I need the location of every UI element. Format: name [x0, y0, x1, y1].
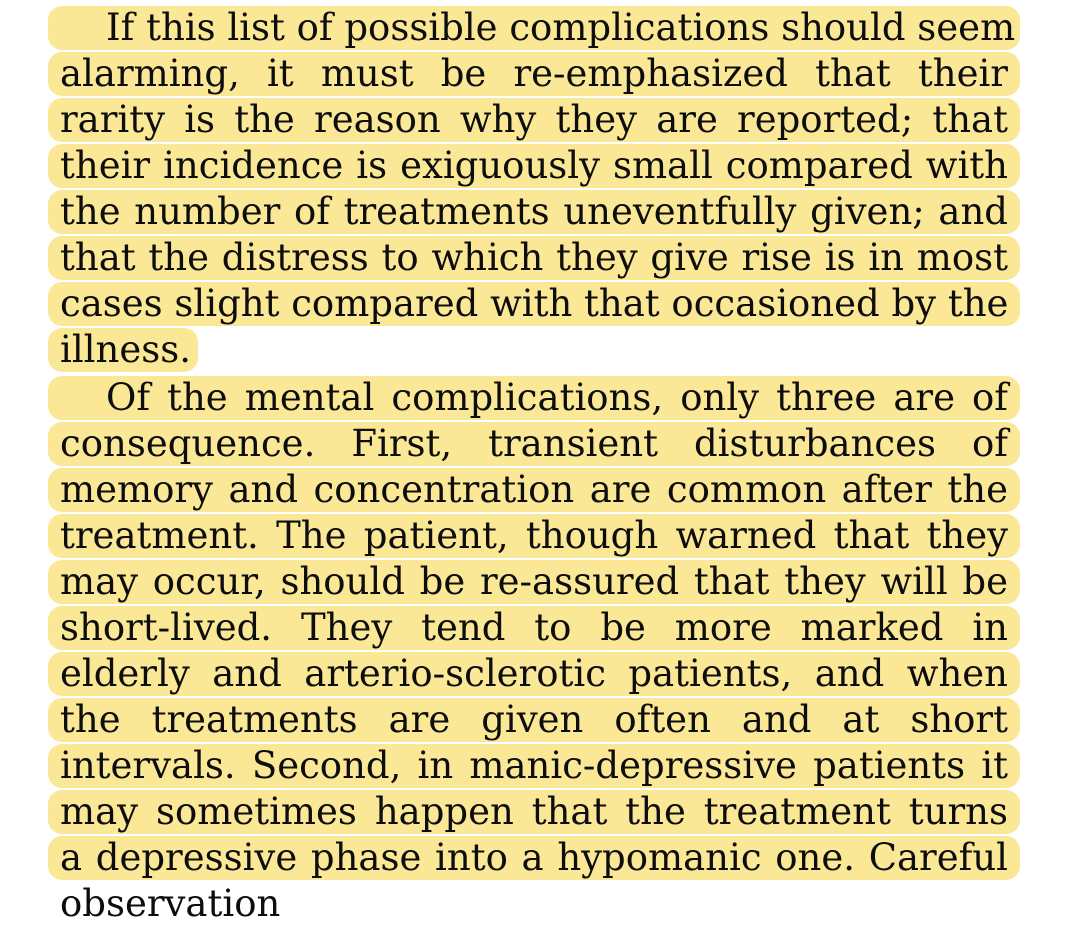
text-line: the number of treatments uneventfully given; and — [48, 190, 1020, 234]
text-line: treatment. The patient, though warned that they — [48, 514, 1020, 558]
text-line: may occur, should be re-assured that they will be — [48, 560, 1020, 604]
text-line: elderly and arterio-sclerotic patients, and when — [48, 652, 1020, 696]
text-line: alarming, it must be re-emphasized that their — [48, 52, 1020, 96]
text-line: may sometimes happen that the treatment turns — [48, 790, 1020, 834]
text-line: that the distress to which they give rise is in most — [48, 236, 1020, 280]
text-line: the treatments are given often and at short — [48, 698, 1020, 742]
text-line: cases slight compared with that occasioned by the — [48, 282, 1020, 326]
text-line: consequence. First, transient disturbances of — [48, 422, 1020, 466]
text-line: rarity is the reason why they are reported; that — [48, 98, 1020, 142]
text-line: intervals. Second, in manic-depressive patients it — [48, 744, 1020, 788]
text-line: memory and concentration are common after the — [48, 468, 1020, 512]
text-line: their incidence is exiguously small compared with — [48, 144, 1020, 188]
text-line: illness. — [48, 328, 198, 372]
text-line: short-lived. They tend to be more marked in — [48, 606, 1020, 650]
text-line: Of the mental complications, only three are of — [48, 376, 1020, 420]
text-line: If this list of possible complications should seem — [48, 6, 1020, 50]
text-line-partial: observation — [60, 882, 281, 925]
text-line: a depressive phase into a hypomanic one. Careful — [48, 836, 1020, 880]
